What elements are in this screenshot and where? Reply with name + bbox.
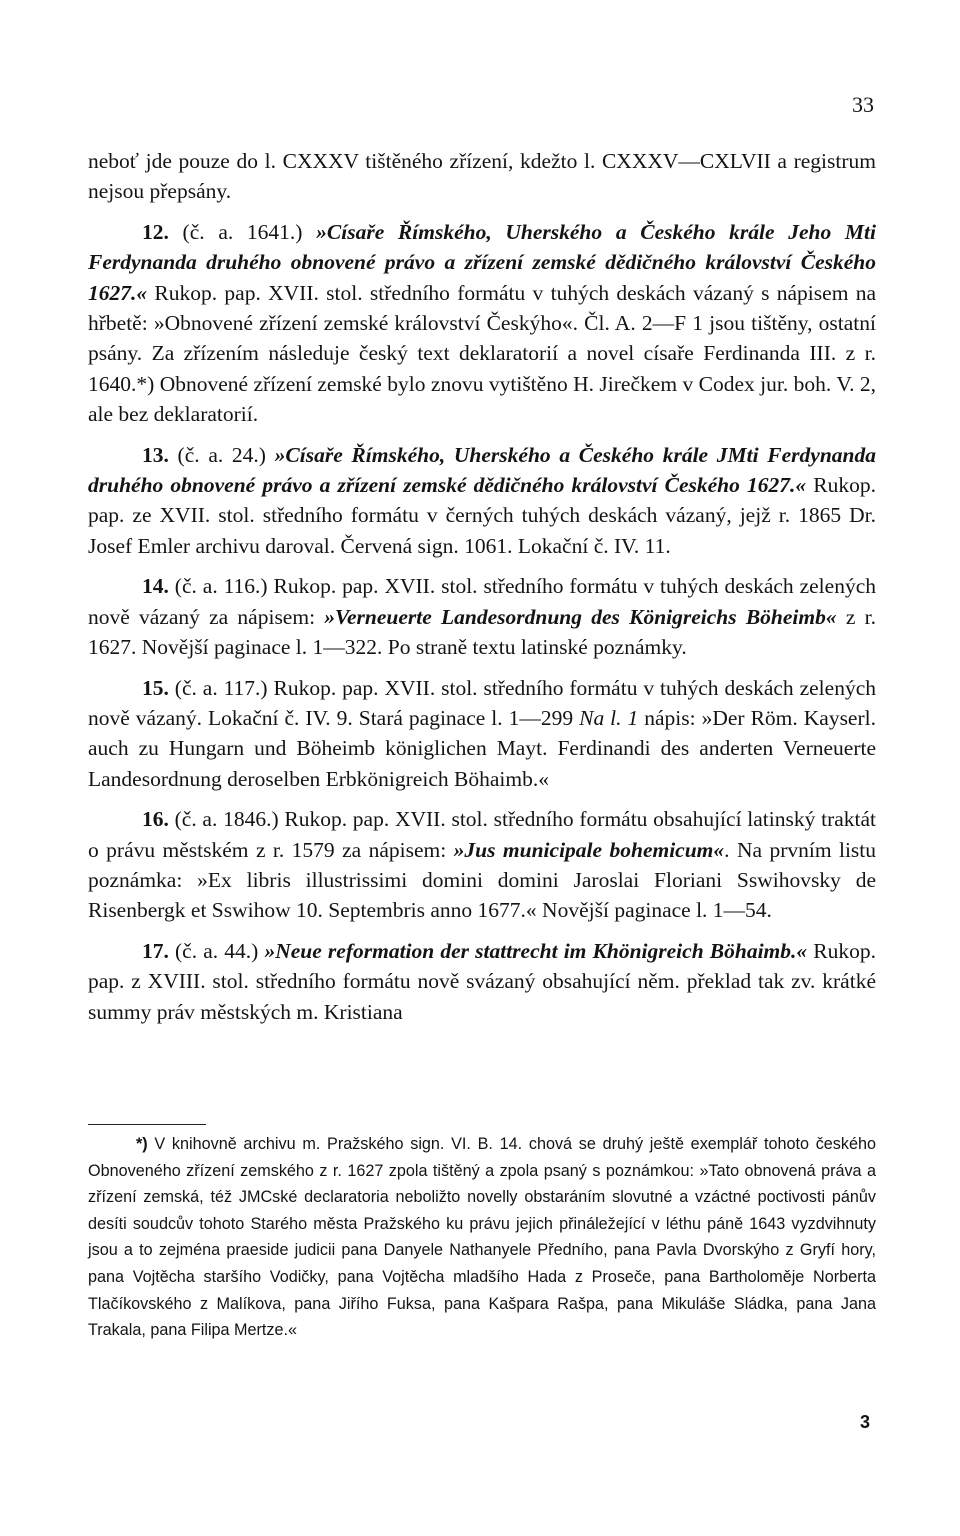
entry-title: »Císaře Římského, Uherského a Českého krále JMti Ferdynanda druhého obnovené právo a zřízení zemské dědičného království Českého 1627.« <box>88 442 876 498</box>
entry-description: . Na prvním listu poznámka: »Ex libris illustrissimi domini domini Jaroslai Floriani Sswihovsky de Risenbergk et Sswihow 10. Septembris anno 1677.« Novější paginace l. 1—54. <box>88 837 877 923</box>
footnote-text: V knihovně archivu m. Pražského sign. VI. B. 14. chová se druhý ještě exemplář tohoto českého Obnoveného zřízení zemského z r. 1627 zpola tištěný a zpola psaný s poznámkou: »Tato obnovená práva a zřízení zemská, též JMCské declaratoria neboližto novelly obstaráním slovutné a vzáctné poctivosti pánův desíti soudcův tohoto Starého města Pražského ku právu jejich přináležející v léthu páně 1643 vyzdvihnuty jsou a to zejména praeside judicii pana Danyele Nathanyele Předního, pana Pavla Dvorskýho z Gryfí hory, pana Vojtěcha staršího Vodičky, pana Vojtěcha mladšího Hada z Proseče, pana Bartholoměje Norberta Tlačíkovského z Malíkova, pana Jiřího Fuksa, pana Kašpara Rašpa, pana Mikuláše Sládka, pana Jana Trakala, pana Filipa Mertze.« <box>88 1135 876 1340</box>
entry-13 <box>88 440 876 562</box>
footnote <box>88 1131 876 1344</box>
signature-mark: 3 <box>859 1412 870 1432</box>
page-number: 33 <box>852 92 874 117</box>
entry-number: 15. <box>142 675 169 700</box>
entry-title: »Neue reformation der stattrecht im Khönigreich Böhaimb.« <box>264 938 808 963</box>
footnote-mark: *) <box>136 1135 148 1153</box>
footnote-divider <box>88 1124 206 1125</box>
entry-15 <box>88 673 876 795</box>
main-text <box>88 146 876 1037</box>
entry-description: nápis: »Der Röm. Kayserl. auch zu Hungarn und Böheimb königlichen Mayt. Ferdinandi des anderten Verneuerte Landesordnung deroselben Erbkönigreich Böhaimb.« <box>88 705 876 791</box>
entry-description: z r. 1627. Novější paginace l. 1—322. Po straně textu latinské poznámky. <box>88 604 876 660</box>
entry-title: »Císaře Římského, Uherského a Českého krále Jeho Mti Ferdynanda druhého obnovené právo a zřízení zemské dědičného království Českého 1627.« <box>88 219 876 305</box>
entry-ref: (č. a. 1641.) <box>168 219 317 244</box>
entry-description: Rukop. pap. z XVIII. stol. středního formátu nově svázaný obsahující něm. překlad tak zv. krátké summy práv městských m. Kristiana <box>88 938 877 1024</box>
entry-description: Rukop. pap. XVII. stol. středního formátu v tuhých deskách vázaný s nápisem na hřbetě: »Obnovené zřízení zemské království Českýho«. Čl. A. 2—F 1 jsou tištěny, ostatní psány. Za zřízením následuje český text deklaratorií a novel císaře Ferdinanda III. z r. 1640.*) Obnovené zřízení zemské bylo znovu vytištěno H. Jirečkem v Codex jur. boh. V. 2, ale bez deklaratorií. <box>88 280 876 427</box>
entry-ref: (č. a. 117.) <box>168 675 274 700</box>
entry-description-pre: Rukop. pap. XVII. stol. středního formátu v tuhých deskách zelených nově vázaný za nápisem: <box>88 574 876 629</box>
entry-ref: (č. a. 44.) <box>168 938 265 963</box>
entry-ref: (č. a. 24.) <box>168 442 275 467</box>
entry-title: »Jus municipale bohemicum« <box>453 837 725 862</box>
entry-ref: (č. a. 116.) <box>168 574 274 599</box>
entry-leaf-ref: Na l. 1 <box>579 705 639 730</box>
entry-ref: (č. a. 1846.) <box>168 807 285 832</box>
entry-number: 16. <box>142 807 169 832</box>
entry-16 <box>88 804 876 926</box>
entry-number: 13. <box>142 442 169 467</box>
entry-number: 12. <box>142 219 169 244</box>
entry-description: Rukop. pap. ze XVII. stol. středního formátu v černých tuhých deskách vázaný, jejž r. 1865 Dr. Josef Emler archivu daroval. Červená sign. 1061. Lokační č. IV. 11. <box>88 473 876 558</box>
entry-17 <box>88 936 876 1027</box>
entry-14 <box>88 571 876 662</box>
entry-title: »Verneuerte Landesordnung des Königreichs Böheimb« <box>324 604 837 629</box>
intro-paragraph: neboť jde pouze do l. CXXXV tištěného zřízení, kdežto l. CXXXV—CXLVII a registrum nejsou přepsány. <box>88 149 876 204</box>
entry-description-pre: Rukop. pap. XVII. stol. středního formátu obsahující latinský traktát o právu městském z r. 1579 za nápisem: <box>88 807 877 862</box>
entry-number: 17. <box>142 938 169 963</box>
entry-number: 14. <box>142 574 169 599</box>
entry-12 <box>88 217 876 430</box>
entry-description-pre: Rukop. pap. XVII. stol. středního formátu v tuhých deskách zelených nově vázaný. Lokační č. IV. 9. Stará paginace l. 1—299 <box>88 675 876 730</box>
